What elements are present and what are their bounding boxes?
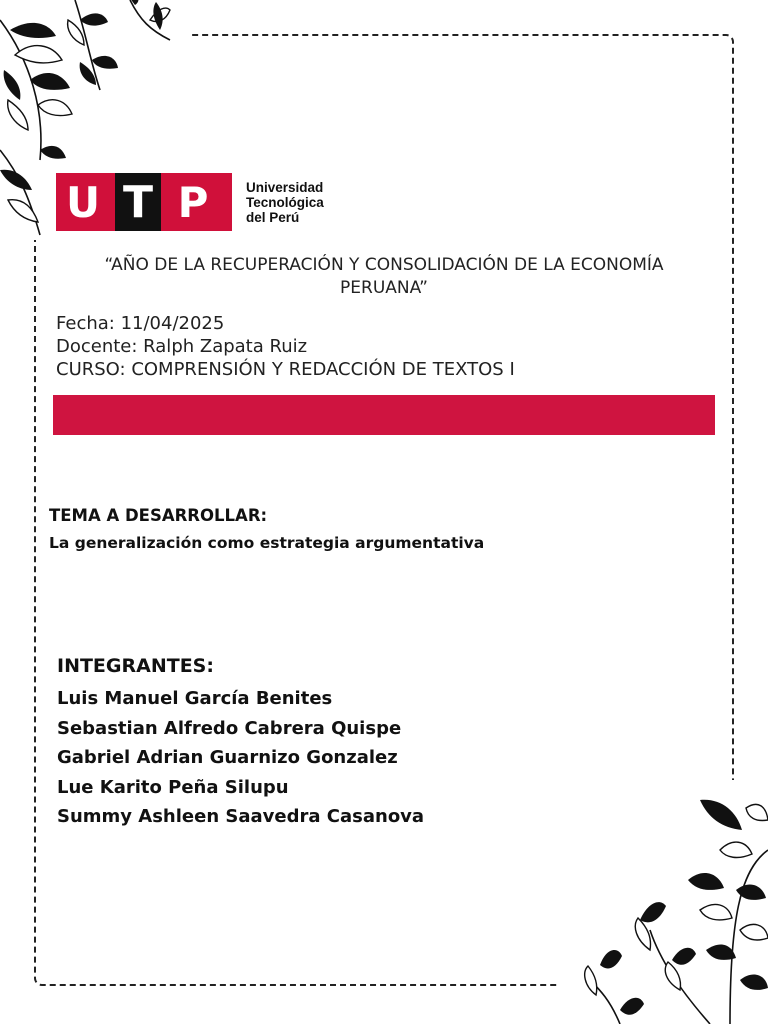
teacher-line: Docente: Ralph Zapata Ruiz bbox=[56, 336, 308, 357]
topic-label: TEMA A DESARROLLAR: bbox=[49, 506, 268, 525]
utp-logo bbox=[56, 173, 324, 231]
year-title: “AÑO DE LA RECUPERACIÓN Y CONSOLIDACIÓN DE LA ECONOMÍA PERUANA” bbox=[104, 255, 664, 298]
list-item: Gabriel Adrian Guarnizo Gonzalez bbox=[57, 747, 398, 768]
topic-text: La generalización como estrategia argumentativa bbox=[49, 534, 485, 552]
members-title: INTEGRANTES: bbox=[57, 655, 214, 677]
course-info bbox=[56, 312, 515, 381]
list-item: Lue Karito Peña Silupu bbox=[57, 776, 289, 798]
utp-logo-mark bbox=[56, 173, 232, 231]
logo-university-name bbox=[246, 180, 324, 225]
logo-name-line: Tecnológica bbox=[246, 194, 324, 210]
red-divider-bar bbox=[53, 395, 715, 435]
leaf-branch-icon bbox=[580, 790, 768, 1024]
logo-letter: T bbox=[115, 173, 161, 231]
list-item: Sebastian Alfredo Cabrera Quispe bbox=[57, 717, 402, 739]
date-line: Fecha: 11/04/2025 bbox=[56, 313, 225, 334]
logo-letter: P bbox=[177, 177, 209, 227]
logo-letter: U bbox=[65, 177, 101, 227]
members-list bbox=[57, 684, 424, 832]
logo-name-line: del Perú bbox=[246, 209, 300, 225]
course-line: CURSO: COMPRENSIÓN Y REDACCIÓN DE TEXTOS I bbox=[56, 359, 515, 380]
logo-name-line: Universidad bbox=[246, 179, 324, 195]
list-item: Summy Ashleen Saavedra Casanova bbox=[57, 806, 425, 827]
list-item: Luis Manuel García Benites bbox=[57, 688, 333, 709]
